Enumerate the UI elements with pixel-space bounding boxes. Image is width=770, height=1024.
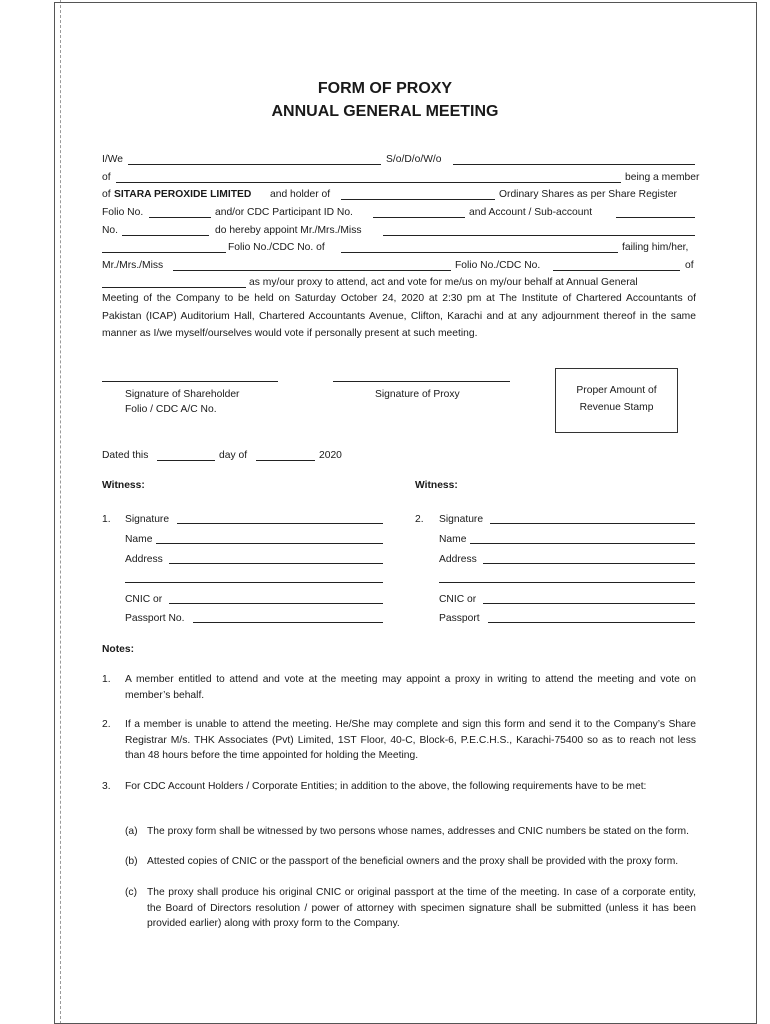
iwe-label: I/We (102, 154, 123, 165)
folio-field[interactable] (149, 217, 211, 218)
witness2-name-field[interactable] (470, 543, 695, 544)
meeting-paragraph: Meeting of the Company to be held on Saturday October 24, 2020 at 2:30 pm at The Institute of Chartered Accountants of Pakistan (ICAP) Auditorium Hall, Chartered Accountants Avenue, Clifton, Karachi and at any adjournment thereof in the same manner as I/we myself/ourselves would vote if personally present at such meeting. (102, 293, 696, 339)
holder-of-label: and holder of (270, 189, 331, 200)
note3-number: 3. (102, 781, 111, 792)
proxy-name-field[interactable] (383, 235, 695, 236)
appoint-label: do hereby appoint Mr./Mrs./Miss (215, 225, 362, 236)
folio-cdc-no-label: Folio No./CDC No. (455, 260, 541, 271)
folio-no-label: Folio No. (102, 207, 144, 218)
shares-field[interactable] (341, 199, 495, 200)
witness1-heading: Witness: (102, 480, 145, 491)
witness1-passport-field[interactable] (193, 622, 383, 623)
cdc-participant-label: and/or CDC Participant ID No. (215, 207, 353, 218)
witness2-passport-field[interactable] (488, 622, 695, 623)
note2-text: If a member is unable to attend the meeting. He/She may complete and sign this form and send it to the Company’s Share Registrar M/s. THK Associates (Pvt) Limited, 1ST Floor, 40-C, Block-6, P.E.C.H.S., Karachi-75400 so as to reach not less than 48 hours before the time appointed for holding the Meeting. (125, 719, 696, 761)
company-name: SITARA PEROXIDE LIMITED (114, 189, 252, 200)
day-of-label: day of (219, 450, 248, 461)
alt-proxy-name-field[interactable] (173, 270, 451, 271)
witness2-name-label: Name (439, 534, 467, 545)
mr-mrs-miss-label: Mr./Mrs./Miss (102, 260, 164, 271)
of-prefix: of (102, 189, 111, 200)
revenue-stamp-box (555, 368, 678, 433)
notes-heading: Notes: (102, 644, 135, 655)
of-label: of (102, 172, 111, 183)
proxy-signature-label: Signature of Proxy (375, 389, 460, 400)
account-label: and Account / Sub-account (469, 207, 593, 218)
month-field[interactable] (256, 460, 315, 461)
note1-text: A member entitled to attend and vote at the meeting may appoint a proxy in writing to attend the meeting and vote on member’s behalf. (125, 674, 696, 701)
witness1-address-label: Address (125, 554, 163, 565)
address-field[interactable] (116, 182, 621, 183)
subnote-a-text: The proxy form shall be witnessed by two persons whose names, addresses and CNIC numbers be stated on the form. (147, 826, 689, 837)
cdc-participant-field[interactable] (373, 217, 465, 218)
witness2-signature-field[interactable] (490, 523, 695, 524)
form-subtitle: ANNUAL GENERAL MEETING (271, 103, 499, 120)
witness2-address-label: Address (439, 554, 477, 565)
failing-label: failing him/her, (622, 242, 689, 253)
name-field[interactable] (128, 164, 381, 165)
account-no-field[interactable] (122, 235, 209, 236)
sodow-label: S/o/D/o/W/o (386, 154, 442, 165)
ordinary-shares-label: Ordinary Shares as per Share Register (499, 189, 677, 200)
subnote-c-label: (c) (125, 887, 138, 898)
shareholder-signature-label: Signature of Shareholder (125, 389, 240, 400)
shareholder-signature-field[interactable] (102, 381, 278, 382)
witness1-passport-label: Passport No. (125, 613, 185, 624)
witness1-address-field[interactable] (169, 563, 383, 564)
stamp-label-line2: Revenue Stamp (579, 402, 654, 413)
witness2-address-field-2[interactable] (439, 582, 695, 583)
note1-number: 1. (102, 674, 111, 685)
stamp-label-line1: Proper Amount of (576, 385, 657, 396)
dated-this-label: Dated this (102, 450, 149, 461)
day-field[interactable] (157, 460, 215, 461)
folio-cdc-no-of-label: Folio No./CDC No. of (228, 242, 325, 253)
of2-label: of (685, 260, 694, 271)
witness2-cnic-label: CNIC or (439, 594, 477, 605)
witness2-heading: Witness: (415, 480, 458, 491)
account-field[interactable] (616, 217, 695, 218)
note2-number: 2. (102, 719, 111, 730)
witness1-signature-field[interactable] (177, 523, 383, 524)
alt-proxy-folio-field[interactable] (553, 270, 680, 271)
witness2-passport-label: Passport (439, 613, 480, 624)
form-title: FORM OF PROXY (317, 80, 453, 97)
alt-proxy-address-field[interactable] (102, 287, 246, 288)
witness1-name-label: Name (125, 534, 153, 545)
note3-text: For CDC Account Holders / Corporate Entities; in addition to the above, the following requirements have to be met: (125, 781, 647, 792)
witness1-cnic-field[interactable] (169, 603, 383, 604)
witness1-number: 1. (102, 514, 111, 525)
subnote-b-label: (b) (125, 856, 138, 867)
proxy-folio-field[interactable] (102, 252, 226, 253)
witness1-cnic-label: CNIC or (125, 594, 163, 605)
witness2-address-field[interactable] (483, 563, 695, 564)
subnote-a-label: (a) (125, 826, 138, 837)
witness1-name-field[interactable] (156, 543, 383, 544)
proxy-address-field[interactable] (341, 252, 618, 253)
shareholder-folio-label: Folio / CDC A/C No. (125, 404, 217, 415)
witness1-signature-label: Signature (125, 514, 170, 525)
witness2-signature-label: Signature (439, 514, 484, 525)
relation-field[interactable] (453, 164, 695, 165)
witness1-address-field-2[interactable] (125, 582, 383, 583)
witness2-cnic-field[interactable] (483, 603, 695, 604)
proxy-statement: as my/our proxy to attend, act and vote for me/us on my/our behalf at Annual General (249, 277, 638, 288)
subnote-b-text: Attested copies of CNIC or the passport of the beneficial owners and the proxy shall be provided with the proxy form. (147, 856, 679, 867)
proxy-signature-field[interactable] (333, 381, 510, 382)
subnote-c-text: The proxy shall produce his original CNIC or original passport at the time of the meeting. In case of a corporate entity, the Board of Directors resolution / power of attorney with specimen signature shall be submitted (unless it has been provided earlier) along with proxy form to the Company. (147, 887, 696, 929)
witness2-number: 2. (415, 514, 424, 525)
being-member-label: being a member (625, 172, 700, 183)
no-label: No. (102, 225, 119, 236)
year-label: 2020 (319, 450, 342, 461)
